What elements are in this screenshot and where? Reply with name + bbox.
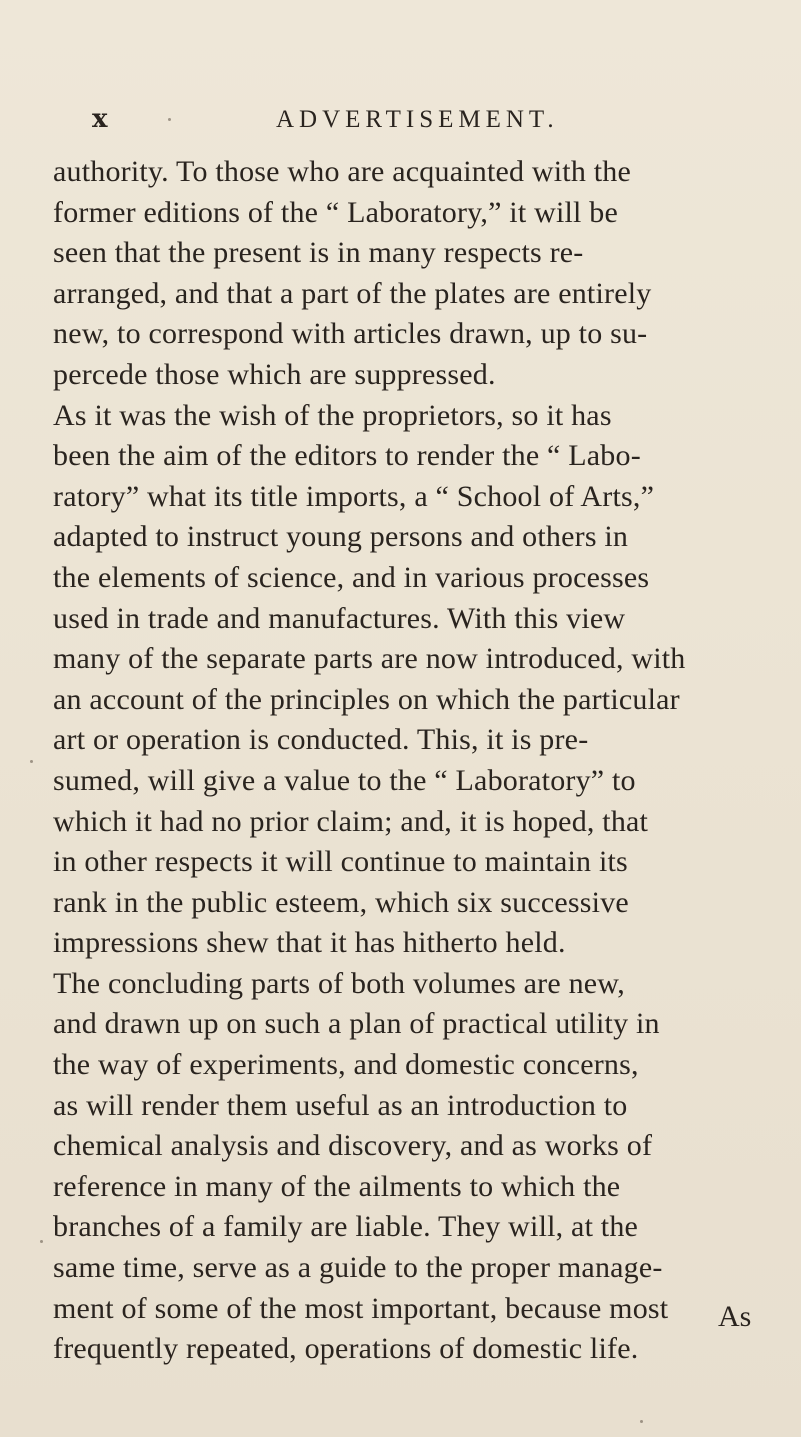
paper-speck (640, 1420, 643, 1423)
text-line: been the aim of the editors to render the “ Labo- (53, 439, 641, 473)
page-header (92, 104, 752, 138)
text-line: impressions shew that it has hitherto held. (53, 926, 566, 960)
text-line: sumed, will give a value to the “ Laboratory” to (53, 763, 636, 797)
paper-speck (40, 1240, 43, 1243)
text-line: reference in many of the ailments to which the (53, 1169, 621, 1203)
text-line: frequently repeated, operations of domestic life. (53, 1332, 639, 1366)
text-line: ment of some of the most important, because most (53, 1291, 669, 1325)
text-line: and drawn up on such a plan of practical utility in (53, 1007, 660, 1041)
text-line: percede those which are suppressed. (53, 357, 496, 391)
text-line: many of the separate parts are now introduced, with (53, 642, 686, 676)
text-line: former editions of the “ Laboratory,” it will be (53, 195, 618, 229)
text-line: which it had no prior claim; and, it is hoped, that (53, 804, 649, 838)
text-line: new, to correspond with articles drawn, up to su- (53, 317, 648, 351)
page-number: x (92, 104, 109, 134)
catchword: As (718, 1300, 752, 1333)
text-line: the way of experiments, and domestic concerns, (53, 1048, 639, 1082)
text-line: art or operation is conducted. This, it is pre- (53, 723, 589, 757)
text-line: As it was the wish of the proprietors, so it has (53, 398, 612, 432)
text-line: rank in the public esteem, which six successive (53, 885, 629, 919)
text-line: an account of the principles on which the particular (53, 682, 680, 716)
text-line: the elements of science, and in various processes (53, 560, 650, 594)
text-line: as will render them useful as an introduction to (53, 1088, 628, 1122)
text-line: same time, serve as a guide to the proper manage- (53, 1251, 663, 1285)
text-line: authority. To those who are acquainted with the (53, 155, 631, 188)
text-line: The concluding parts of both volumes are new, (53, 966, 625, 1000)
text-line: arranged, and that a part of the plates are entirely (53, 276, 652, 310)
text-line: seen that the present is in many respects re- (53, 236, 584, 270)
text-line: adapted to instruct young persons and others in (53, 520, 629, 554)
text-line: ratory” what its title imports, a “ School of Arts,” (53, 479, 655, 513)
text-line: branches of a family are liable. They will, at the (53, 1210, 639, 1244)
text-line: in other respects it will continue to maintain its (53, 845, 628, 879)
text-line: chemical analysis and discovery, and as works of (53, 1129, 653, 1163)
running-head: ADVERTISEMENT. (276, 106, 559, 133)
text-line: used in trade and manufactures. With this view (53, 601, 626, 635)
body-text (53, 152, 791, 1370)
paper-speck (168, 118, 171, 121)
paper-speck (30, 760, 33, 763)
